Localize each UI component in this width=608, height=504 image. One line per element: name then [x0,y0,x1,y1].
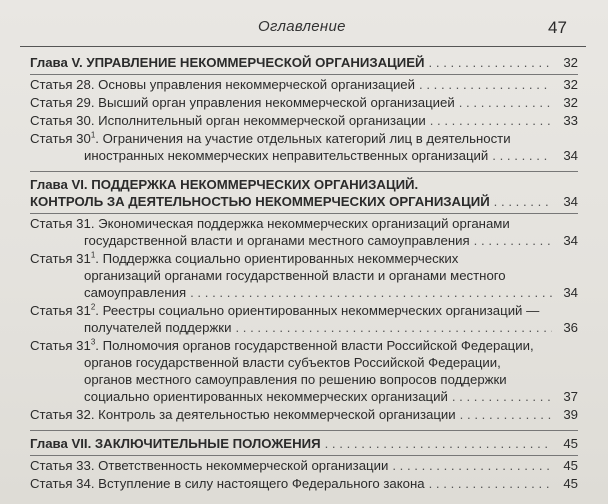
article-title-line: организаций органами государственной власти и органами местного [84,268,506,283]
toc-article-31 [30,214,578,249]
dot-leader [452,388,552,405]
page-ref: 33 [563,113,578,128]
dot-leader [235,319,552,336]
toc-article-28 [30,75,578,93]
toc-chapter-5 [30,50,578,74]
dot-leader [325,435,552,452]
toc-article-34 [30,474,578,492]
page-ref: 34 [563,194,578,209]
article-prefix: Статья 31 [30,303,91,318]
article-prefix: Статья 31 [30,338,91,353]
page-number: 47 [548,18,567,37]
article-title-rest: . Ограничения на участие отдельных категорий лиц в деятельности [95,131,511,146]
page-ref: 32 [563,55,578,70]
dot-leader [474,232,552,249]
page-ref: 34 [563,285,578,300]
page-ref: 34 [563,233,578,248]
toc-chapter-6 [30,172,578,213]
toc-article-30 [30,111,578,129]
article-title: Статья 30. Исполнительный орган некоммерческой организации [30,113,426,128]
page-header [0,10,608,50]
page-ref: 32 [563,77,578,92]
article-title-line: получателей поддержки [84,320,232,335]
page-ref: 39 [563,407,578,422]
article-title: Статья 29. Высший орган управления некоммерческой организацией [30,95,455,110]
chapter-title: Глава VI. ПОДДЕРЖКА НЕКОММЕРЧЕСКИХ ОРГАНИЗАЦИЙ. [30,177,419,192]
running-title: Оглавление [258,18,346,35]
article-title-line [30,337,578,354]
toc-article-32 [30,405,578,423]
article-title-line: органов государственной власти субъектов Российской Федерации, [84,355,501,370]
dot-leader [429,54,552,71]
table-of-contents [30,50,578,492]
article-title: Статья 31. Экономическая поддержка некоммерческих организаций органами [30,216,510,231]
page-ref: 32 [563,95,578,110]
toc-article-31-1 [30,249,578,301]
page-ref: 37 [563,389,578,404]
toc-article-30-1 [30,129,578,164]
dot-leader [459,94,552,111]
toc-chapter-7 [30,431,578,455]
chapter-title: Глава VII. ЗАКЛЮЧИТЕЛЬНЫЕ ПОЛОЖЕНИЯ [30,436,321,451]
article-title-rest: . Полномочия органов государственной власти Российской Федерации, [95,338,534,353]
article-superscript: 1 [90,250,96,260]
article-title-line: государственной власти и органами местного самоуправления [84,233,470,248]
dot-leader [392,457,552,474]
page-ref: 36 [563,320,578,335]
article-title: Статья 32. Контроль за деятельностью некоммерческой организации [30,407,456,422]
article-title-rest: . Поддержка социально ориентированных некоммерческих [95,251,459,266]
toc-article-33 [30,456,578,474]
dot-leader [419,76,552,93]
article-title-rest: . Реестры социально ориентированных некоммерческих организаций — [95,303,540,318]
dot-leader [494,193,552,210]
chapter-title: Глава V. УПРАВЛЕНИЕ НЕКОММЕРЧЕСКОЙ ОРГАНИЗАЦИЕЙ [30,55,425,70]
toc-article-31-3 [30,336,578,405]
header-rule [20,46,586,47]
article-prefix: Статья 31 [30,251,91,266]
article-title-line: самоуправления [84,285,187,300]
article-title-line: органов местного самоуправления по решению вопросов поддержки [84,372,507,387]
dot-leader [492,147,552,164]
page-ref: 45 [563,436,578,451]
article-title-line [30,302,578,319]
article-title: Статья 34. Вступление в силу настоящего Федерального закона [30,476,425,491]
dot-leader [460,406,552,423]
article-superscript: 3 [90,337,96,347]
article-title-line: социально ориентированных некоммерческих организаций [84,389,448,404]
chapter-title-line: КОНТРОЛЬ ЗА ДЕЯТЕЛЬНОСТЬЮ НЕКОММЕРЧЕСКИХ ОРГАНИЗАЦИЙ [30,194,490,209]
article-title-line: иностранных некоммерческих неправительственных организаций [84,148,489,163]
page-ref: 34 [563,148,578,163]
toc-article-29 [30,93,578,111]
article-superscript: 1 [90,130,96,140]
article-title-line [30,130,578,147]
article-superscript: 2 [90,302,96,312]
article-title: Статья 33. Ответственность некоммерческой организации [30,458,389,473]
toc-article-31-2 [30,301,578,336]
dot-leader [190,284,552,301]
page-ref: 45 [563,476,578,491]
dot-leader [430,112,552,129]
dot-leader [429,475,552,492]
article-prefix: Статья 30 [30,131,91,146]
article-title-line [30,250,578,267]
page-ref: 45 [563,458,578,473]
article-title: Статья 28. Основы управления некоммерческой организацией [30,77,416,92]
